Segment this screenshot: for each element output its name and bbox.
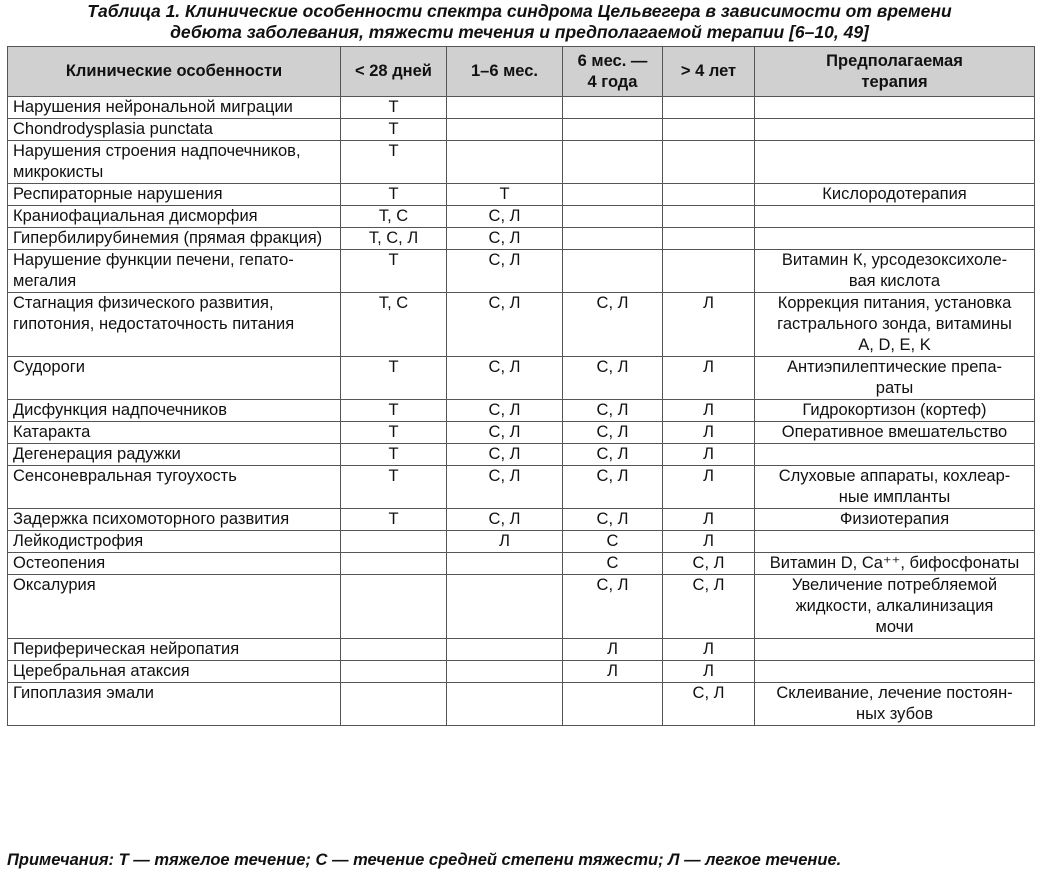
- lt28d-cell: [341, 683, 447, 726]
- therapy-cell: Витамин D, Ca⁺⁺, бифосфонаты: [755, 553, 1035, 575]
- table-row: [8, 97, 1035, 119]
- m1-6-cell: [447, 141, 563, 184]
- therapy-cell: Слуховые аппараты, кохлеар- ные импланты: [755, 466, 1035, 509]
- lt28d-cell: [341, 531, 447, 553]
- feature-cell: Респираторные нарушения: [8, 184, 341, 206]
- lt28d-cell: Т, С: [341, 206, 447, 228]
- therapy-cell: [755, 444, 1035, 466]
- gt4y-cell: [663, 228, 755, 250]
- table-caption: [0, 1, 1039, 43]
- m1-6-cell: С, Л: [447, 357, 563, 400]
- feature-cell: Гипоплазия эмали: [8, 683, 341, 726]
- m6-y4-cell: С, Л: [563, 400, 663, 422]
- m6-y4-cell: [563, 97, 663, 119]
- table-row: [8, 400, 1035, 422]
- gt4y-cell: [663, 184, 755, 206]
- lt28d-cell: [341, 661, 447, 683]
- feature-cell: Катаракта: [8, 422, 341, 444]
- feature-cell: Задержка психомоторного развития: [8, 509, 341, 531]
- m6-y4-cell: [563, 206, 663, 228]
- gt4y-cell: Л: [663, 422, 755, 444]
- header-lt28d: < 28 дней: [341, 47, 447, 97]
- caption-line-1: Таблица 1. Клинические особенности спектра синдрома Цельвегера в зависимости от времени: [87, 1, 952, 21]
- gt4y-cell: Л: [663, 400, 755, 422]
- m6-y4-cell: [563, 141, 663, 184]
- header-6m-4y: 6 мес. — 4 года: [563, 47, 663, 97]
- lt28d-cell: Т: [341, 119, 447, 141]
- m1-6-cell: [447, 575, 563, 639]
- gt4y-cell: Л: [663, 444, 755, 466]
- table-row: [8, 661, 1035, 683]
- lt28d-cell: Т: [341, 141, 447, 184]
- m6-y4-cell: [563, 228, 663, 250]
- gt4y-cell: [663, 141, 755, 184]
- feature-cell: Нарушения строения надпочечников, микрокисты: [8, 141, 341, 184]
- m1-6-cell: С, Л: [447, 250, 563, 293]
- table-row: [8, 444, 1035, 466]
- table-row: [8, 293, 1035, 357]
- m1-6-cell: С, Л: [447, 444, 563, 466]
- table-row: [8, 531, 1035, 553]
- feature-cell: Дегенерация радужки: [8, 444, 341, 466]
- m1-6-cell: [447, 119, 563, 141]
- m6-y4-cell: С, Л: [563, 422, 663, 444]
- gt4y-cell: Л: [663, 466, 755, 509]
- table-row: [8, 509, 1035, 531]
- table-row: [8, 357, 1035, 400]
- table-row: [8, 575, 1035, 639]
- feature-cell: Дисфункция надпочечников: [8, 400, 341, 422]
- therapy-cell: Гидрокортизон (кортеф): [755, 400, 1035, 422]
- table-row: [8, 639, 1035, 661]
- m1-6-cell: [447, 639, 563, 661]
- header-features: Клинические особенности: [8, 47, 341, 97]
- table-row: [8, 466, 1035, 509]
- feature-cell: Судороги: [8, 357, 341, 400]
- m1-6-cell: [447, 661, 563, 683]
- m1-6-cell: Л: [447, 531, 563, 553]
- m1-6-cell: С, Л: [447, 400, 563, 422]
- table-row: [8, 141, 1035, 184]
- therapy-cell: Антиэпилептические препа- раты: [755, 357, 1035, 400]
- feature-cell: Остеопения: [8, 553, 341, 575]
- header-1-6m: 1–6 мес.: [447, 47, 563, 97]
- clinical-features-table: [7, 46, 1035, 726]
- therapy-cell: Увеличение потребляемой жидкости, алкалинизация мочи: [755, 575, 1035, 639]
- m6-y4-cell: Л: [563, 661, 663, 683]
- feature-cell: Периферическая нейропатия: [8, 639, 341, 661]
- gt4y-cell: [663, 206, 755, 228]
- lt28d-cell: Т, С: [341, 293, 447, 357]
- header-gt4y: > 4 лет: [663, 47, 755, 97]
- gt4y-cell: С, Л: [663, 575, 755, 639]
- lt28d-cell: Т: [341, 422, 447, 444]
- therapy-cell: [755, 228, 1035, 250]
- m1-6-cell: [447, 97, 563, 119]
- lt28d-cell: Т: [341, 184, 447, 206]
- m6-y4-cell: Л: [563, 639, 663, 661]
- table-note: Примечания: Т — тяжелое течение; С — течение средней степени тяжести; Л — легкое течение.: [7, 851, 842, 869]
- table-row: [8, 683, 1035, 726]
- m6-y4-cell: С, Л: [563, 444, 663, 466]
- table-row: [8, 553, 1035, 575]
- table-row: [8, 422, 1035, 444]
- m1-6-cell: С, Л: [447, 422, 563, 444]
- therapy-cell: [755, 119, 1035, 141]
- table-row: [8, 184, 1035, 206]
- lt28d-cell: Т: [341, 444, 447, 466]
- therapy-cell: Оперативное вмешательство: [755, 422, 1035, 444]
- header-therapy: Предполагаемая терапия: [755, 47, 1035, 97]
- m1-6-cell: Т: [447, 184, 563, 206]
- lt28d-cell: Т: [341, 357, 447, 400]
- feature-cell: Лейкодистрофия: [8, 531, 341, 553]
- m1-6-cell: С, Л: [447, 293, 563, 357]
- m6-y4-cell: С, Л: [563, 357, 663, 400]
- m1-6-cell: С, Л: [447, 228, 563, 250]
- header-row: [8, 47, 1035, 97]
- therapy-cell: [755, 141, 1035, 184]
- therapy-cell: Витамин К, урсодезоксихоле- вая кислота: [755, 250, 1035, 293]
- lt28d-cell: [341, 575, 447, 639]
- m6-y4-cell: [563, 184, 663, 206]
- table-row: [8, 119, 1035, 141]
- lt28d-cell: Т, С, Л: [341, 228, 447, 250]
- gt4y-cell: [663, 250, 755, 293]
- m1-6-cell: [447, 553, 563, 575]
- therapy-cell: [755, 639, 1035, 661]
- gt4y-cell: Л: [663, 293, 755, 357]
- table-body: [8, 97, 1035, 726]
- lt28d-cell: Т: [341, 466, 447, 509]
- table-row: [8, 206, 1035, 228]
- feature-cell: Стагнация физического развития, гипотония, недостаточность питания: [8, 293, 341, 357]
- therapy-cell: Склеивание, лечение постоян- ных зубов: [755, 683, 1035, 726]
- m6-y4-cell: [563, 119, 663, 141]
- gt4y-cell: Л: [663, 661, 755, 683]
- m6-y4-cell: С, Л: [563, 466, 663, 509]
- m1-6-cell: [447, 683, 563, 726]
- therapy-cell: Кислородотерапия: [755, 184, 1035, 206]
- lt28d-cell: Т: [341, 97, 447, 119]
- table-row: [8, 250, 1035, 293]
- m6-y4-cell: С: [563, 531, 663, 553]
- therapy-cell: [755, 206, 1035, 228]
- feature-cell: Нарушения нейрональной миграции: [8, 97, 341, 119]
- m1-6-cell: С, Л: [447, 466, 563, 509]
- feature-cell: Церебральная атаксия: [8, 661, 341, 683]
- gt4y-cell: С, Л: [663, 553, 755, 575]
- lt28d-cell: Т: [341, 509, 447, 531]
- m6-y4-cell: С, Л: [563, 509, 663, 531]
- gt4y-cell: С, Л: [663, 683, 755, 726]
- m1-6-cell: С, Л: [447, 206, 563, 228]
- gt4y-cell: [663, 97, 755, 119]
- m6-y4-cell: С, Л: [563, 575, 663, 639]
- therapy-cell: [755, 661, 1035, 683]
- feature-cell: Оксалурия: [8, 575, 341, 639]
- m1-6-cell: С, Л: [447, 509, 563, 531]
- gt4y-cell: Л: [663, 509, 755, 531]
- caption-line-2: дебюта заболевания, тяжести течения и предполагаемой терапии [6–10, 49]: [170, 22, 869, 42]
- lt28d-cell: Т: [341, 250, 447, 293]
- m6-y4-cell: С, Л: [563, 293, 663, 357]
- lt28d-cell: [341, 553, 447, 575]
- gt4y-cell: [663, 119, 755, 141]
- feature-cell: Гипербилирубинемия (прямая фракция): [8, 228, 341, 250]
- therapy-cell: [755, 531, 1035, 553]
- feature-cell: Сенсоневральная тугоухость: [8, 466, 341, 509]
- m6-y4-cell: [563, 250, 663, 293]
- table-row: [8, 228, 1035, 250]
- feature-cell: Нарушение функции печени, гепато- мегалия: [8, 250, 341, 293]
- m6-y4-cell: С: [563, 553, 663, 575]
- therapy-cell: Физиотерапия: [755, 509, 1035, 531]
- lt28d-cell: [341, 639, 447, 661]
- gt4y-cell: Л: [663, 357, 755, 400]
- therapy-cell: Коррекция питания, установка гастрального зонда, витамины A, D, E, K: [755, 293, 1035, 357]
- lt28d-cell: Т: [341, 400, 447, 422]
- gt4y-cell: Л: [663, 531, 755, 553]
- gt4y-cell: Л: [663, 639, 755, 661]
- feature-cell: Краниофациальная дисморфия: [8, 206, 341, 228]
- therapy-cell: [755, 97, 1035, 119]
- feature-cell: Chondrodysplasia punctata: [8, 119, 341, 141]
- m6-y4-cell: [563, 683, 663, 726]
